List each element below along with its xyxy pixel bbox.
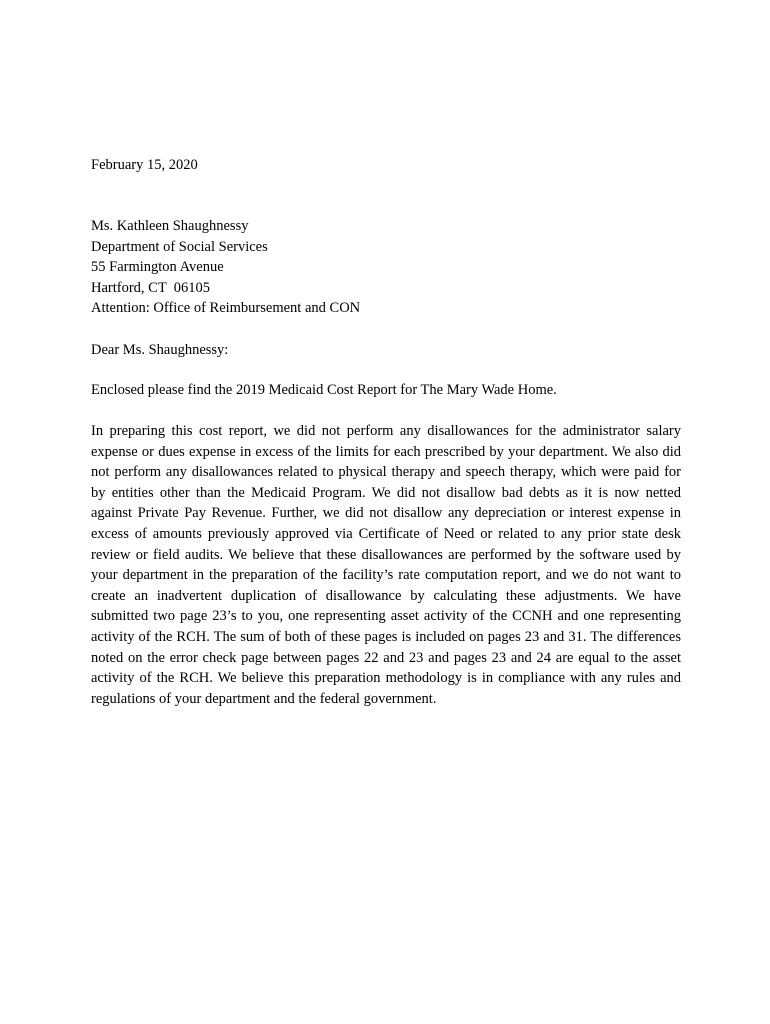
- letter-date: February 15, 2020: [91, 157, 198, 173]
- body-paragraph: In preparing this cost report, we did not perform any disallowances for the administrator salary expense or dues expense in excess of the limits for each prescribed by your department. We also did not perform any disallowances related to physical therapy and speech therapy, which were paid for by entities other than the Medicaid Program. We did not disallow bad debts as it is now netted against Private Pay Revenue. Further, we did not disallow any depreciation or interest expense in excess of amounts previously approved via Certificate of Need or related to any prior state desk review or field audits. We believe that these disallowances are performed by the software used by your department in the preparation of the facility’s rate computation report, and we do not want to create an inadvertent duplication of disallowance by calculating these adjustments. We have submitted two page 23’s to you, one representing asset activity of the CCNH and one representing activity of the RCH. The sum of both of these pages is included on pages 23 and 31. The differences noted on the error check page between pages 22 and 23 and pages 23 and 24 are equal to the asset activity of the RCH. We believe this preparation methodology is in compliance with any rules and regulations of your department and the federal government.: [91, 423, 681, 707]
- recipient-address: [91, 216, 360, 319]
- recipient-street: 55 Farmington Avenue: [91, 259, 224, 275]
- intro-paragraph: Enclosed please find the 2019 Medicaid Cost Report for The Mary Wade Home.: [91, 382, 557, 398]
- salutation: Dear Ms. Shaughnessy:: [91, 342, 229, 358]
- recipient-attention: Attention: Office of Reimbursement and CON: [91, 300, 361, 316]
- recipient-city-state-zip: Hartford, CT 06105: [91, 279, 210, 296]
- recipient-name: Ms. Kathleen Shaughnessy: [91, 218, 249, 234]
- recipient-department: Department of Social Services: [91, 238, 268, 255]
